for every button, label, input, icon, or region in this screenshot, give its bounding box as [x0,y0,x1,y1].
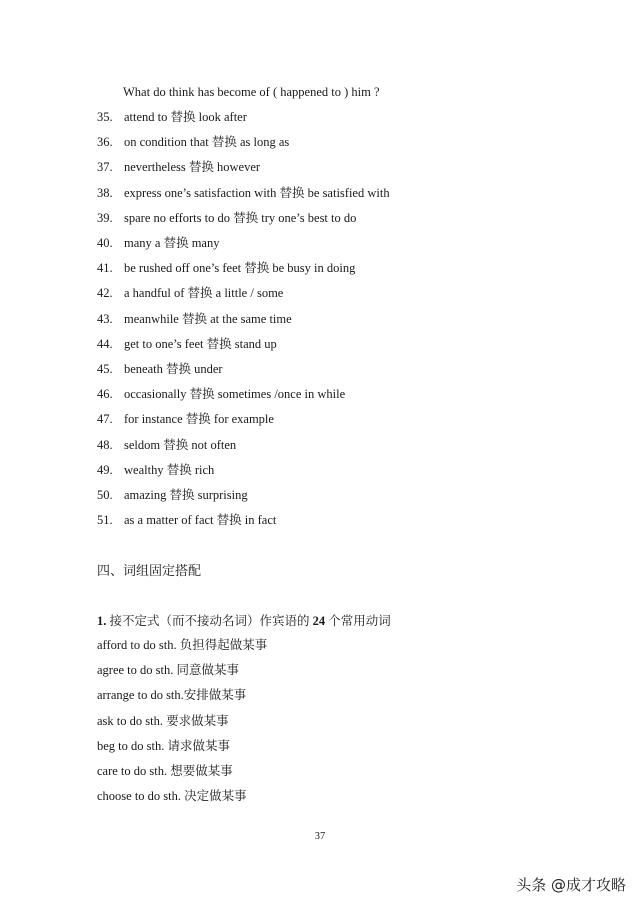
list-item-number: 49. [97,462,113,477]
verb-item: afford to do sth. 负担得起做某事 [97,638,268,652]
verb-item: agree to do sth. 同意做某事 [97,663,239,678]
list-item-text: meanwhile 替换 at the same time [124,311,292,326]
list-item [97,386,345,402]
list-item-text: many a 替换 many [124,236,220,250]
list-item-text: attend to 替换 look after [124,110,247,124]
list-item [97,437,236,453]
verb-item: ask to do sth. 要求做某事 [97,713,229,728]
list-item [97,512,276,528]
list-item-number: 37. [97,160,113,175]
list-item-text: a handful of 替换 a little / some [124,286,284,301]
section-title: 四、词组固定搭配 [97,563,202,578]
list-item-text: as a matter of fact 替换 in fact [124,513,277,528]
list-item [97,462,214,478]
list-item-text: spare no efforts to do 替换 try one’s best to do [124,210,357,225]
list-item-text: express one’s satisfaction with 替换 be satisfied with [124,185,390,200]
list-item-text: get to one’s feet 替换 stand up [124,336,277,351]
list-item-number: 44. [97,336,113,351]
subheading [97,613,391,629]
subheading-number: 1. [97,614,107,628]
list-item-number: 35. [97,110,113,124]
list-item [97,134,289,150]
list-item-number: 43. [97,311,113,326]
intro-sentence: What do think has become of ( happened to ) him ? [123,85,380,99]
list-item-number: 51. [97,513,113,528]
list-item-number: 41. [97,261,113,276]
list-item [97,235,219,251]
watermark: 头条 @成才攻略 [516,876,626,894]
list-item [97,336,277,352]
list-item-number: 38. [97,185,113,200]
list-item-number: 40. [97,236,113,250]
list-item [97,210,356,226]
list-item [97,361,223,377]
list-item-text: occasionally 替换 sometimes /once in while [124,387,346,402]
list-item-number: 48. [97,437,113,452]
list-item-number: 50. [97,488,113,502]
list-item-number: 39. [97,210,113,225]
list-item-number: 45. [97,362,113,376]
list-item-text: wealthy 替换 rich [124,462,215,477]
subheading-text-b: 个常用动词 [325,614,391,628]
verb-item: choose to do sth. 决定做某事 [97,789,247,804]
subheading-count: 24 [312,614,326,628]
list-item [97,109,247,125]
list-item-text: be rushed off one’s feet 替换 be busy in doing [124,261,356,276]
verb-item: care to do sth. 想要做某事 [97,764,233,778]
list-item-number: 36. [97,135,113,150]
verb-item: arrange to do sth.安排做某事 [97,688,247,703]
list-item-text: nevertheless 替换 however [124,160,261,175]
list-item [97,260,355,276]
list-item [97,311,292,327]
list-item [97,185,390,201]
list-item-number: 47. [97,412,113,427]
list-item-number: 42. [97,286,113,301]
list-item [97,285,283,301]
list-item [97,487,248,503]
list-item-text: beneath 替换 under [124,362,223,376]
list-item-text: amazing 替换 surprising [124,488,248,502]
list-item [97,159,260,175]
list-item [97,411,274,427]
list-item-text: seldom 替换 not often [124,437,237,452]
subheading-text-a: 接不定式（而不接动名词）作宾语的 [106,614,313,628]
verb-item: beg to do sth. 请求做某事 [97,738,230,753]
list-item-text: for instance 替换 for example [124,412,274,427]
list-item-number: 46. [97,387,113,402]
list-item-text: on condition that 替换 as long as [124,135,290,150]
page-number: 37 [314,831,326,842]
